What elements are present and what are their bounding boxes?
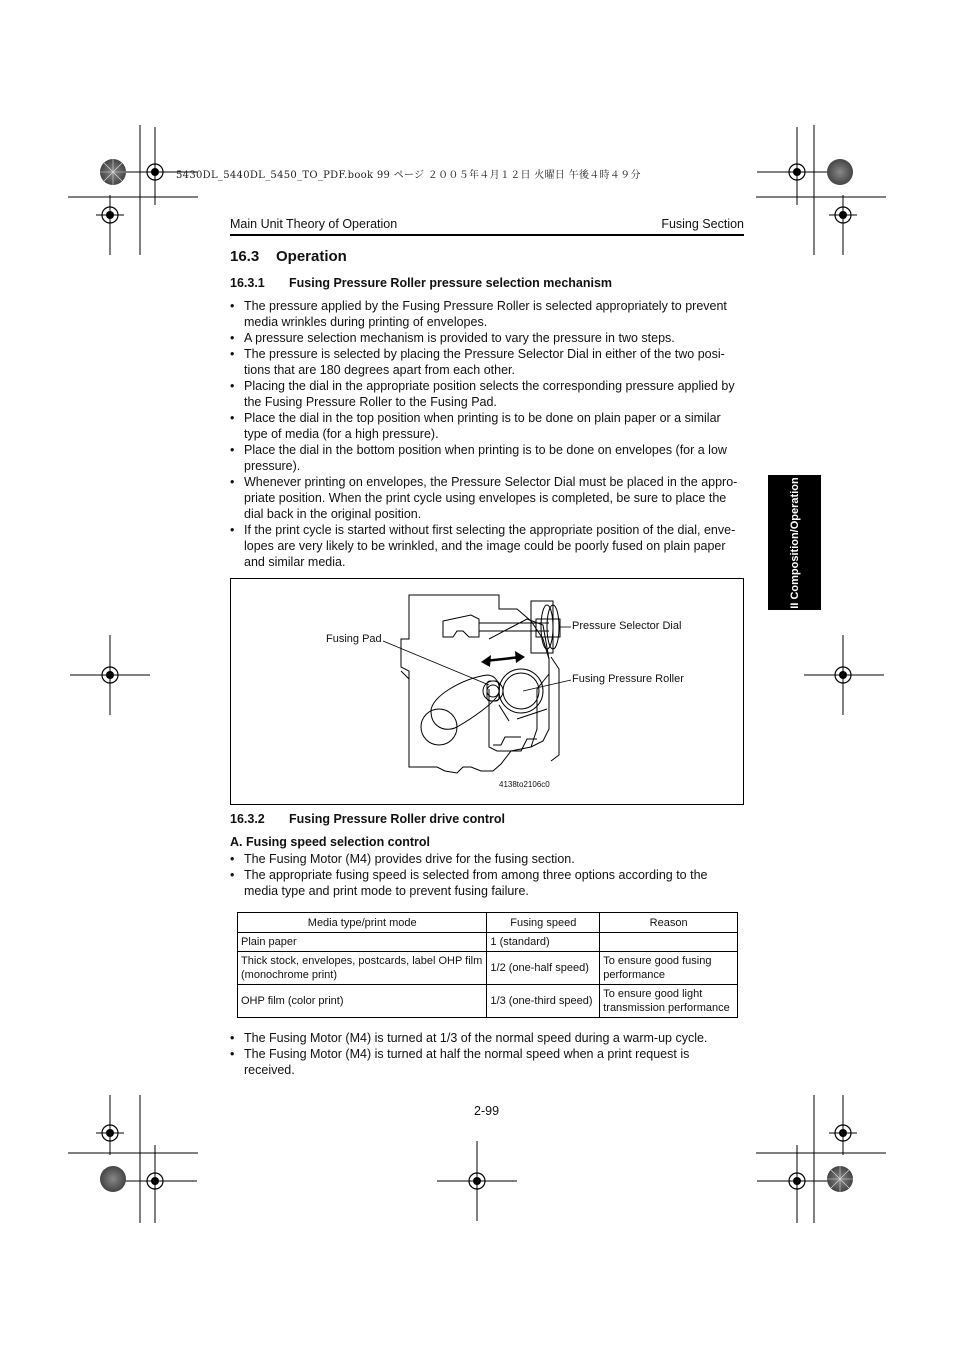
- fusing-mechanism-figure: [230, 578, 744, 805]
- book-file-info: 5430DL_5440DL_5450_TO_PDF.book 99 ページ ２００５年４月１２日 火曜日 午後４時４９分: [176, 170, 641, 181]
- section-title: Operation: [276, 248, 347, 265]
- fusing-speed-table: [237, 912, 738, 1018]
- subsection2-heading: [230, 812, 505, 826]
- section-heading: [230, 248, 347, 265]
- label-pressure-selector-dial: Pressure Selector Dial: [572, 620, 682, 632]
- bullet-item: • The Fusing Motor (M4) is turned at 1/3 of the normal speed during a warm-up cycle.: [230, 1031, 708, 1045]
- table-header-cell: Reason: [600, 913, 738, 933]
- table-cell: [600, 933, 738, 952]
- subsection1-title: Fusing Pressure Roller pressure selection mechanism: [289, 276, 613, 290]
- subheading-a: A. Fusing speed selection control: [230, 835, 431, 849]
- fusing-mechanism-drawing: [231, 579, 743, 804]
- table-cell: 1 (standard): [487, 933, 600, 952]
- table-cell: 1/3 (one-third speed): [487, 985, 600, 1018]
- subsection2-number: 16.3.2: [230, 812, 265, 826]
- table-header-row: [238, 913, 738, 933]
- table-row: [238, 933, 738, 952]
- subsection2-bullets: [230, 851, 744, 899]
- side-tab: [768, 475, 821, 610]
- table-cell: Plain paper: [238, 933, 487, 952]
- table-header-cell: Media type/print mode: [238, 913, 487, 933]
- table-cell: 1/2 (one-half speed): [487, 952, 600, 985]
- header-right: Fusing Section: [661, 217, 744, 231]
- bullet-item: • The Fusing Motor (M4) is turned at half the normal speed when a print request is received.: [230, 1047, 690, 1077]
- side-tab-label: II Composition/Operation: [788, 476, 801, 609]
- label-fusing-pad: Fusing Pad: [326, 633, 382, 645]
- bullet-item: • The pressure is selected by placing the Pressure Selector Dial in either of the two posi- tions that are 180 degrees apart from each other.: [230, 347, 725, 377]
- table-cell: To ensure good fusing performance: [600, 952, 738, 985]
- bullet-item: • A pressure selection mechanism is provided to vary the pressure in two steps.: [230, 331, 675, 345]
- subsection2-title: Fusing Pressure Roller drive control: [289, 812, 506, 826]
- section-number: 16.3: [230, 248, 260, 265]
- page-number: 2-99: [474, 1104, 500, 1118]
- subsection1-number: 16.3.1: [230, 276, 265, 290]
- label-fusing-pressure-roller: Fusing Pressure Roller: [572, 673, 684, 685]
- header-left: Main Unit Theory of Operation: [230, 217, 398, 231]
- table-header-cell: Fusing speed: [487, 913, 600, 933]
- bullet-item: • The Fusing Motor (M4) provides drive for the fusing section.: [230, 852, 575, 866]
- bullet-item: • Place the dial in the top position when printing is to be done on plain paper or a similar type of media (for a high pressure).: [230, 411, 721, 441]
- bullet-item: • Whenever printing on envelopes, the Pressure Selector Dial must be placed in the appro- priate position. When the print cycle using envelopes is completed, be sure to place the dial back in the original position.: [230, 475, 738, 521]
- bullet-item: • Placing the dial in the appropriate position selects the corresponding pressure applied by the Fusing Pressure Roller to the Fusing Pad.: [230, 379, 735, 409]
- figure-code: 4138to2106c0: [499, 780, 550, 789]
- table-cell: To ensure good light transmission performance: [600, 985, 738, 1018]
- table-row: [238, 952, 738, 985]
- bullet-item: • The appropriate fusing speed is selected from among three options according to the media type and print mode to prevent fusing failure.: [230, 868, 708, 898]
- table-cell: OHP film (color print): [238, 985, 487, 1018]
- subsection2-bullets-after: [230, 1030, 744, 1078]
- bullet-item: • Place the dial in the bottom position when printing is to be done on envelopes (for a low pressure).: [230, 443, 727, 473]
- bullet-item: • The pressure applied by the Fusing Pressure Roller is selected appropriately to prevent media wrinkles during printing of envelopes.: [230, 299, 727, 329]
- bullet-item: • If the print cycle is started without first selecting the appropriate position of the dial, enve- lopes are very likely to be wrinkled, and the image could be poorly fused on plain paper and similar media.: [230, 523, 736, 569]
- table-row: [238, 985, 738, 1018]
- header-rule: [230, 234, 744, 236]
- subsection1-heading: [230, 276, 612, 290]
- subsection1-bullets: [230, 298, 744, 570]
- table-cell: Thick stock, envelopes, postcards, label OHP film (monochrome print): [238, 952, 487, 985]
